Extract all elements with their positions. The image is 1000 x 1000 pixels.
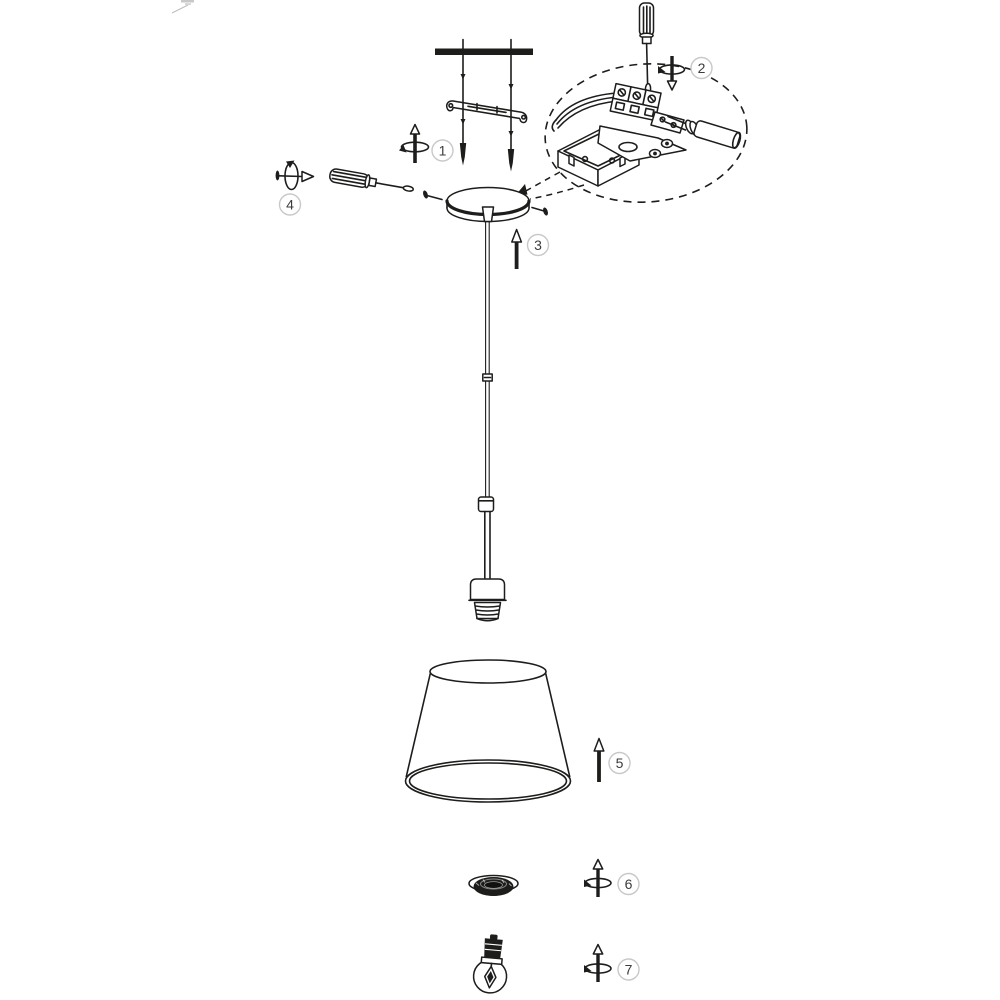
lampshade	[406, 660, 571, 802]
step-1-number: 1	[438, 142, 447, 159]
step-6-number: 6	[624, 876, 633, 892]
fixing-screw-group	[276, 161, 415, 216]
step-2-number: 2	[697, 60, 706, 76]
ceiling-canopy	[422, 188, 549, 222]
rod-coupler	[479, 497, 494, 512]
lamp-socket	[469, 579, 506, 621]
mounting-strap	[447, 101, 527, 123]
rotate-up-icon	[584, 945, 611, 983]
step-2-indicator	[658, 56, 712, 90]
rotate-screw-down-icon	[658, 56, 685, 90]
canopy-screw-left	[422, 190, 442, 200]
step-7-indicator	[584, 945, 639, 983]
arrow-up-icon	[594, 739, 604, 783]
ceiling-rail	[435, 49, 533, 56]
leader-line	[530, 185, 584, 199]
rotate-up-icon	[584, 860, 611, 898]
step-3-number: 3	[534, 237, 542, 253]
arrow-up-icon	[512, 230, 522, 270]
leader-line	[524, 172, 560, 192]
step-1-indicator	[399, 125, 453, 164]
canopy-screw-right	[532, 207, 549, 216]
light-bulb	[472, 933, 510, 994]
rotate-up-icon	[399, 125, 429, 164]
step-6-indicator	[584, 860, 639, 898]
step-5-number: 5	[615, 755, 624, 771]
step-5-indicator	[594, 739, 630, 783]
suspension-rod	[469, 222, 506, 621]
cord-grip	[483, 207, 494, 222]
left-stud-tip	[460, 143, 466, 166]
page-artifact	[172, 0, 194, 13]
rotate-screw-horizontal-icon	[276, 161, 314, 190]
screwdriver-icon	[640, 3, 654, 95]
step-4-number: 4	[286, 196, 294, 213]
shade-ring	[469, 876, 518, 897]
wiring-detail-bubble	[515, 3, 752, 209]
step-3-indicator	[512, 230, 549, 270]
step-7-number: 7	[624, 961, 633, 978]
right-stud-tip	[508, 149, 514, 172]
screwdriver-horizontal-icon	[329, 168, 415, 196]
